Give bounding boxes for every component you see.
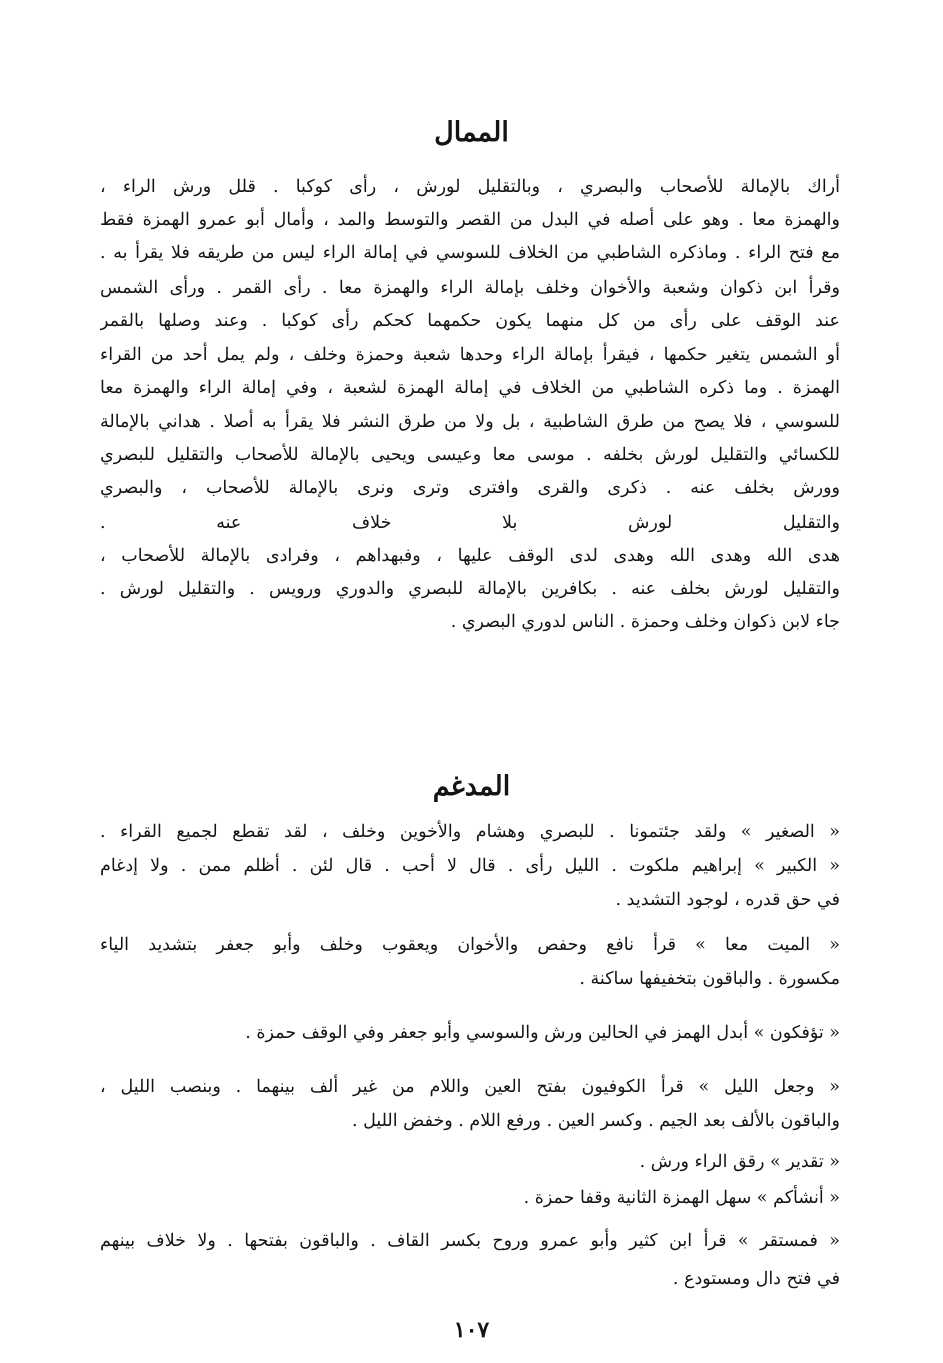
section-title-mumal: الممال xyxy=(434,117,509,148)
text-line: وورش بخلف عنه . ذكرى والقرى وافترى وترى ونرى بالإمالة للأصحاب ، والبصري xyxy=(100,478,840,498)
text-line: مكسورة . والباقون بتخفيفها ساكنة . xyxy=(579,969,840,989)
text-line: « فمستقر » قرأ ابن كثير وأبو عمرو وروح بكسر القاف . والباقون بفتحها . ولا خلاف بينهم xyxy=(100,1231,840,1251)
text-line: عند الوقف على رأى من كل منهما يكون حكمهما كحكم رأى كوكبا . وعند وصلها بالقمر xyxy=(100,311,840,331)
text-line: « أنشأكم » سهل الهمزة الثانية وقفا حمزة . xyxy=(523,1188,840,1208)
text-line: وقرأ ابن ذكوان وشعبة والأخوان وخلف بإمالة الراء والهمزة معا . رأى القمر . ورأى الشمس xyxy=(100,278,840,298)
text-line: للسوسي ، فلا يصح من طرق الشاطبية ، بل ولا من طرق النشر فلا يقرأ به أصلا . هداني بالإمالة xyxy=(100,412,840,432)
text-line: « الصغير » ولقد جئتمونا . للبصري وهشام والأخوين وخلف ، لقد تقطع لجميع القراء . xyxy=(100,822,840,842)
text-line: « الميت معا » قرأ نافع وحفص والأخوان ويعقوب وخلف وأبو جعفر بتشديد الياء xyxy=(100,935,840,955)
text-line: والهمزة معا . وهو على أصله في البدل من القصر والتوسط والمد ، وأمال أبو عمرو الهمزة فقط xyxy=(100,210,840,230)
text-line: والتقليل لورش بخلف عنه . بكافرين بالإمالة للبصري والدوري ورويس . والتقليل لورش . xyxy=(100,579,840,599)
text-line: جاء لابن ذكوان وخلف وحمزة . الناس لدوري البصري . xyxy=(450,612,840,632)
text-line: « تؤفكون » أبدل الهمز في الحالين ورش والسوسي وأبو جعفر وفي الوقف حمزة . xyxy=(245,1023,840,1043)
text-line: « الكبير » إبراهيم ملكوت . الليل رأى . قال لا أحب . قال لئن . أظلم ممن . ولا إدغام xyxy=(100,856,840,876)
text-line: للكسائي والتقليل لورش بخلفه . موسى معا وعيسى ويحيى بالإمالة للأصحاب والتقليل للبصري xyxy=(100,445,840,465)
section-title-mudgham: المدغم xyxy=(432,771,511,802)
text-line: هدى الله وهدى الله وهدى لدى الوقف عليها ، وفبهداهم ، وفرادى بالإمالة للأصحاب ، xyxy=(100,546,840,566)
text-line: في حق قدره ، لوجود التشديد . xyxy=(615,890,840,910)
text-line: في فتح دال ومستودع . xyxy=(672,1269,840,1289)
text-line: مع فتح الراء . وماذكره الشاطبي من الخلاف للسوسي في إمالة الراء ليس من طريقه فلا يقرأ به . xyxy=(100,243,840,263)
text-line: أو الشمس يتغير حكمها ، فيقرأ بإمالة الراء وحدها شعبة وحمزة وخلف ، ولم يمل أحد من القراء xyxy=(100,345,840,365)
page-number: ١٠٧ xyxy=(453,1317,490,1343)
text-line: أراك بالإمالة للأصحاب والبصري ، وبالتقليل لورش ، رأى كوكبا . قلل ورش الراء ، xyxy=(100,177,840,197)
text-line: الهمزة . وما ذكره الشاطبي من الخلاف في إمالة الهمزة لشعبة ، وفي إمالة الراء والهمزة معا xyxy=(100,378,840,398)
text-line: والباقون بالألف بعد الجيم . وكسر العين . ورفع اللام . وخفض الليل . xyxy=(351,1111,840,1131)
text-line: والتقليل لورش بلا خلاف عنه . xyxy=(100,513,840,533)
text-line: « وجعل الليل » قرأ الكوفيون بفتح العين واللام من غير ألف بينهما . وبنصب الليل ، xyxy=(100,1077,840,1097)
text-line: « تقدير » رقق الراء ورش . xyxy=(639,1152,840,1172)
